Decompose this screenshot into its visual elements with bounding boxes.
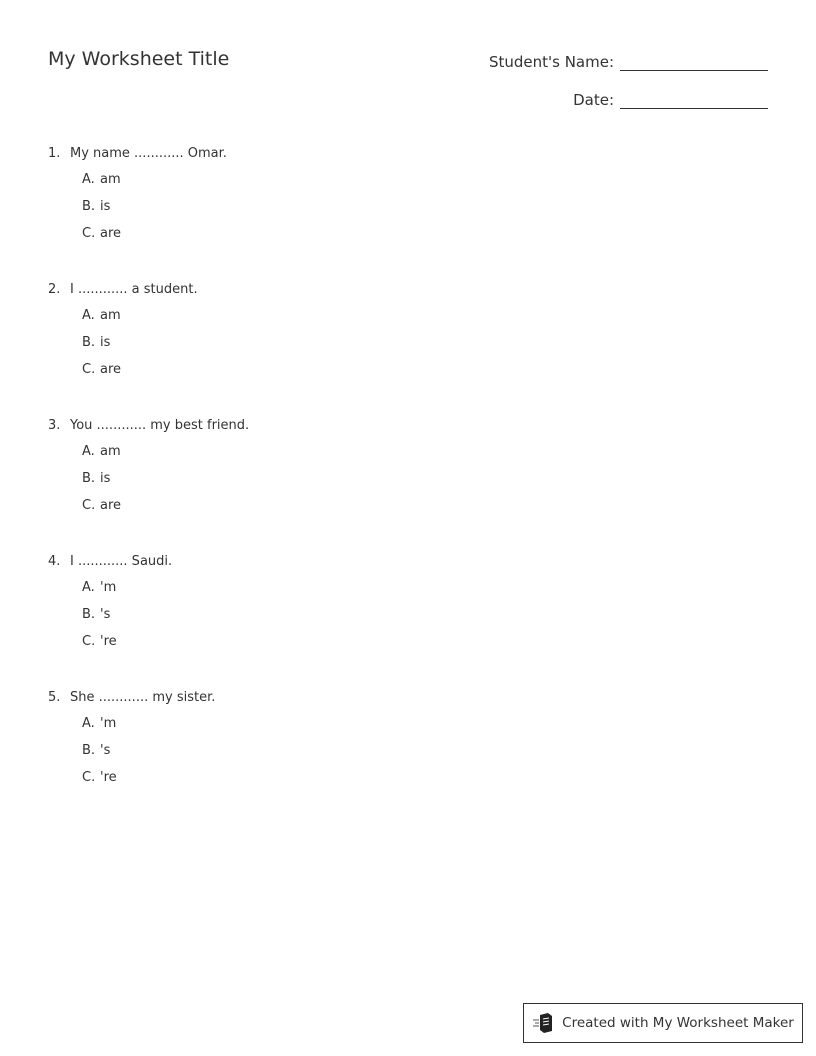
answer-option[interactable] (82, 362, 121, 377)
option-text: is (100, 471, 111, 486)
question-number: 1. (48, 146, 61, 161)
option-text: 're (100, 770, 117, 785)
option-letter: A. (82, 172, 95, 187)
option-text: am (100, 172, 121, 187)
option-letter: A. (82, 308, 95, 323)
answer-option[interactable] (82, 716, 116, 731)
student-name-line (620, 52, 768, 71)
question-line (48, 282, 198, 297)
answer-option[interactable] (82, 770, 117, 785)
answer-option[interactable] (82, 498, 121, 513)
answer-option[interactable] (82, 308, 121, 323)
question-number: 5. (48, 690, 61, 705)
answer-option[interactable] (82, 199, 110, 214)
option-text: 're (100, 634, 117, 649)
question-text: She ............ my sister. (70, 690, 216, 705)
answer-option[interactable] (82, 743, 110, 758)
student-name-label: Student's Name: (488, 53, 614, 71)
question-line (48, 146, 227, 161)
question-text: You ............ my best friend. (70, 418, 250, 433)
question (48, 690, 748, 826)
question-text: I ............ Saudi. (70, 554, 173, 569)
date-label: Date: (573, 91, 614, 109)
option-text: is (100, 335, 111, 350)
worksheet-maker-logo-icon (532, 1012, 554, 1034)
option-text: is (100, 199, 111, 214)
question-text: I ............ a student. (70, 282, 198, 297)
question (48, 282, 748, 418)
answer-option[interactable] (82, 607, 110, 622)
question-number: 4. (48, 554, 61, 569)
option-letter: C. (82, 634, 96, 649)
question-line (48, 554, 172, 569)
option-letter: C. (82, 362, 96, 377)
answer-option[interactable] (82, 471, 110, 486)
option-text: are (100, 226, 122, 241)
question-text: My name ............ Omar. (70, 146, 227, 161)
option-text: are (100, 362, 122, 377)
option-letter: B. (82, 743, 96, 758)
footer-badge[interactable] (523, 1003, 803, 1043)
answer-option[interactable] (82, 335, 110, 350)
answer-option[interactable] (82, 634, 117, 649)
option-letter: A. (82, 716, 95, 731)
question (48, 418, 748, 554)
question (48, 146, 748, 282)
option-letter: A. (82, 580, 95, 595)
option-letter: A. (82, 444, 95, 459)
option-letter: B. (82, 199, 96, 214)
question-line (48, 418, 249, 433)
worksheet-title: My Worksheet Title (48, 48, 230, 70)
option-text: 's (100, 607, 111, 622)
option-text: 's (100, 743, 111, 758)
option-text: 'm (100, 716, 117, 731)
option-letter: B. (82, 607, 96, 622)
answer-option[interactable] (82, 226, 121, 241)
option-text: are (100, 498, 122, 513)
date-line (620, 90, 768, 109)
option-letter: B. (82, 471, 96, 486)
question (48, 554, 748, 690)
option-letter: C. (82, 770, 96, 785)
answer-option[interactable] (82, 444, 121, 459)
footer-text: Created with My Worksheet Maker (562, 1015, 794, 1031)
option-letter: C. (82, 498, 96, 513)
student-name-field (489, 52, 768, 71)
option-text: am (100, 444, 121, 459)
answer-option[interactable] (82, 580, 116, 595)
question-line (48, 690, 215, 705)
date-field (573, 90, 768, 109)
question-number: 2. (48, 282, 61, 297)
answer-option[interactable] (82, 172, 121, 187)
option-letter: B. (82, 335, 96, 350)
question-number: 3. (48, 418, 61, 433)
option-text: am (100, 308, 121, 323)
option-letter: C. (82, 226, 96, 241)
option-text: 'm (100, 580, 117, 595)
